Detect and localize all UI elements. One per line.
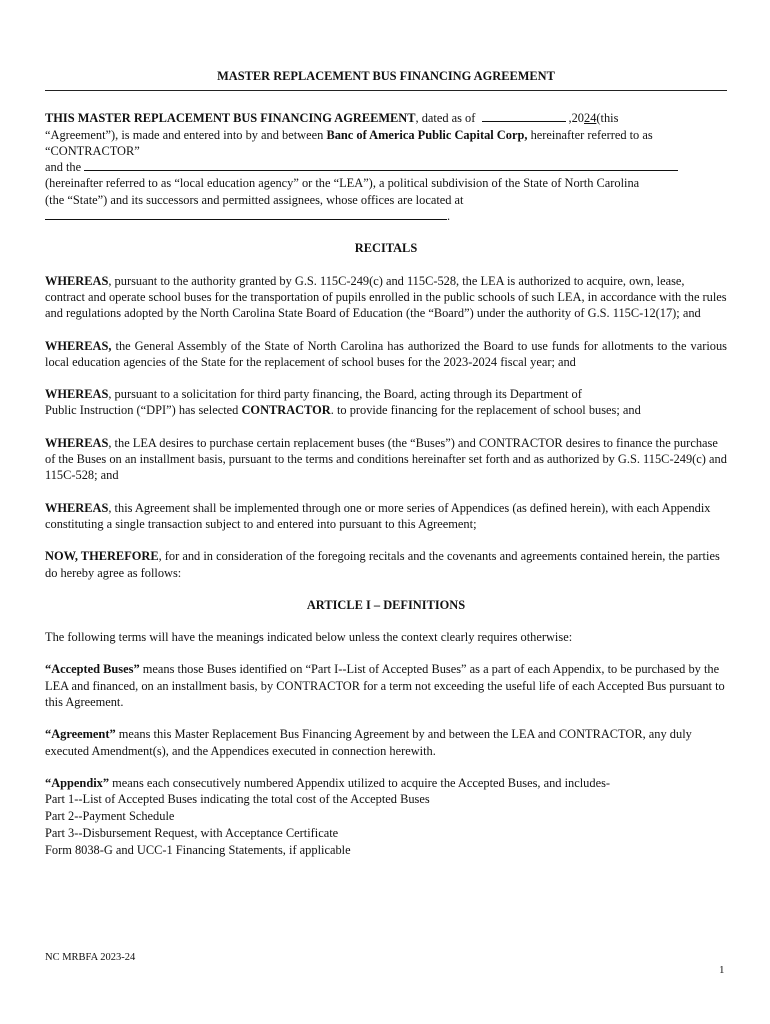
recital-3-contractor: CONTRACTOR [241, 403, 331, 418]
document-page [45, 68, 727, 859]
recital-3-line-1 [45, 386, 727, 402]
address-period: . [447, 209, 451, 224]
intro-line-5: (hereinafter referred to as “local education agency” or the “LEA”), a political subdivision of the State of North Carolina [45, 176, 640, 191]
term-accepted-buses: “Accepted Buses” [45, 662, 140, 677]
article-heading: ARTICLE I – DEFINITIONS [306, 597, 466, 612]
recital-2-text: the General Assembly of the State of North Carolina has authorized the Board to use funds for allotments to the various local education agencies of the State for the replacement of school buses for the 2023-2024 fiscal year; and [45, 338, 727, 369]
intro-dated: , dated as of [415, 111, 476, 126]
intro-paragraph [45, 110, 727, 224]
recital-3-pre: Public Instruction (“DPI”) has selected [45, 403, 242, 418]
and-the-text: and the [45, 160, 82, 175]
recital-5-text: , this Agreement shall be implemented through one or more series of Appendices (as defined herein), with each Appendix constituting a single transaction subject to and entered into pursuant to this Agreement; [45, 500, 711, 531]
recital-4 [45, 435, 727, 484]
definition-appendix [45, 775, 727, 791]
address-blank [45, 209, 447, 220]
date-blank [482, 111, 566, 122]
year-prefix: ,20 [568, 111, 584, 126]
list-item: Part 3--Disbursement Request, with Acceptance Certificate [45, 826, 339, 841]
intro-line2-text: “Agreement”), is made and entered into by and between [45, 127, 324, 142]
contractor-label: “CONTRACTOR” [45, 143, 140, 158]
recital-4-text: , the LEA desires to purchase certain replacement buses (the “Buses”) and CONTRACTOR desires to finance the purchase of the Buses on an installment basis, pursuant to the terms and conditions hereinafter set forth and as authorized by G.S. 115C-249(c) and 115C-528; and [45, 435, 727, 483]
intro-lead: THIS MASTER REPLACEMENT BUS FINANCING AGREEMENT [45, 111, 416, 126]
recitals-heading: RECITALS [354, 241, 418, 256]
recital-1-text: , pursuant to the authority granted by G.S. 115C-249(c) and 115C-528, the LEA is authorized to acquire, own, lease, contract and operate school buses for the transportation of pupils enrolled in the public schools of such LEA, in accordance with the rules and regulations adopted by the North Carolina State Board of Education (the “Board”) under the authority of G.S. 115C-12(17); and [45, 273, 727, 321]
contractor-party: Banc of America Public Capital Corp, [326, 127, 528, 142]
recital-3 [45, 386, 727, 419]
recital-2-bold: WHEREAS, [45, 338, 112, 353]
year-suffix: 24 [584, 111, 597, 126]
recital-3-bold: WHEREAS [45, 387, 109, 402]
page-footer: NC MRBFA 2023-24 [45, 952, 136, 963]
recital-6-text: , for and in consideration of the foregoing recitals and the covenants and agreements contained herein, the parties do hereby agree as follows: [45, 549, 720, 580]
intro-this: (this [596, 111, 619, 126]
title-rule [45, 90, 727, 91]
definitions-intro: The following terms will have the meanings indicated below unless the context clearly requires otherwise: [45, 630, 573, 645]
recital-3-text: , pursuant to a solicitation for third party financing, the Board, acting through its Department of [108, 387, 582, 402]
recital-3-line-2 [45, 402, 727, 418]
intro-party-after: hereinafter referred to as [530, 127, 653, 142]
address-line [45, 208, 727, 224]
definition-agreement-text: means this Master Replacement Bus Financing Agreement by and between the LEA and CONTRACTOR, any duly executed Amendment(s), and the Appendices executed in connection herewith. [45, 727, 692, 758]
list-item: Part 1--List of Accepted Buses indicating the total cost of the Accepted Buses [45, 792, 430, 807]
term-appendix: “Appendix” [45, 775, 110, 790]
recital-1-bold: WHEREAS [45, 273, 109, 288]
document-title: MASTER REPLACEMENT BUS FINANCING AGREEMENT [217, 69, 555, 83]
list-item: Form 8038-G and UCC-1 Financing Statements, if applicable [45, 843, 351, 858]
recital-4-bold: WHEREAS [45, 435, 109, 450]
page-number: 1 [719, 964, 725, 976]
recital-3-post: . to provide financing for the replacement of school buses; and [330, 403, 641, 418]
recital-6-bold: NOW, THEREFORE [45, 549, 159, 564]
definition-agreement [45, 726, 727, 759]
lea-name-blank [84, 160, 678, 171]
recital-1 [45, 273, 727, 322]
intro-line-2 [45, 127, 727, 143]
definition-accepted-buses [45, 661, 727, 710]
recital-6 [45, 548, 727, 581]
appendix-parts-list [45, 791, 727, 859]
definition-appendix-text: means each consecutively numbered Appendix utilized to acquire the Accepted Buses, and includes- [109, 775, 611, 790]
list-item: Part 2--Payment Schedule [45, 809, 175, 824]
recital-2 [45, 338, 727, 371]
recital-5-bold: WHEREAS [45, 500, 109, 515]
definition-accepted-buses-text: means those Buses identified on “Part I--List of Accepted Buses” as a part of each Appendix, to be purchased by the LEA and financed, on an installment basis, by CONTRACTOR for a term not exceeding the useful life of each Accepted Bus pursuant to this Agreement. [45, 662, 725, 710]
intro-line-1 [45, 110, 727, 126]
term-agreement: “Agreement” [45, 727, 116, 742]
intro-line-6: (the “State”) and its successors and permitted assignees, whose offices are located at [45, 192, 464, 207]
recital-5 [45, 500, 727, 533]
intro-and-line [45, 159, 727, 175]
